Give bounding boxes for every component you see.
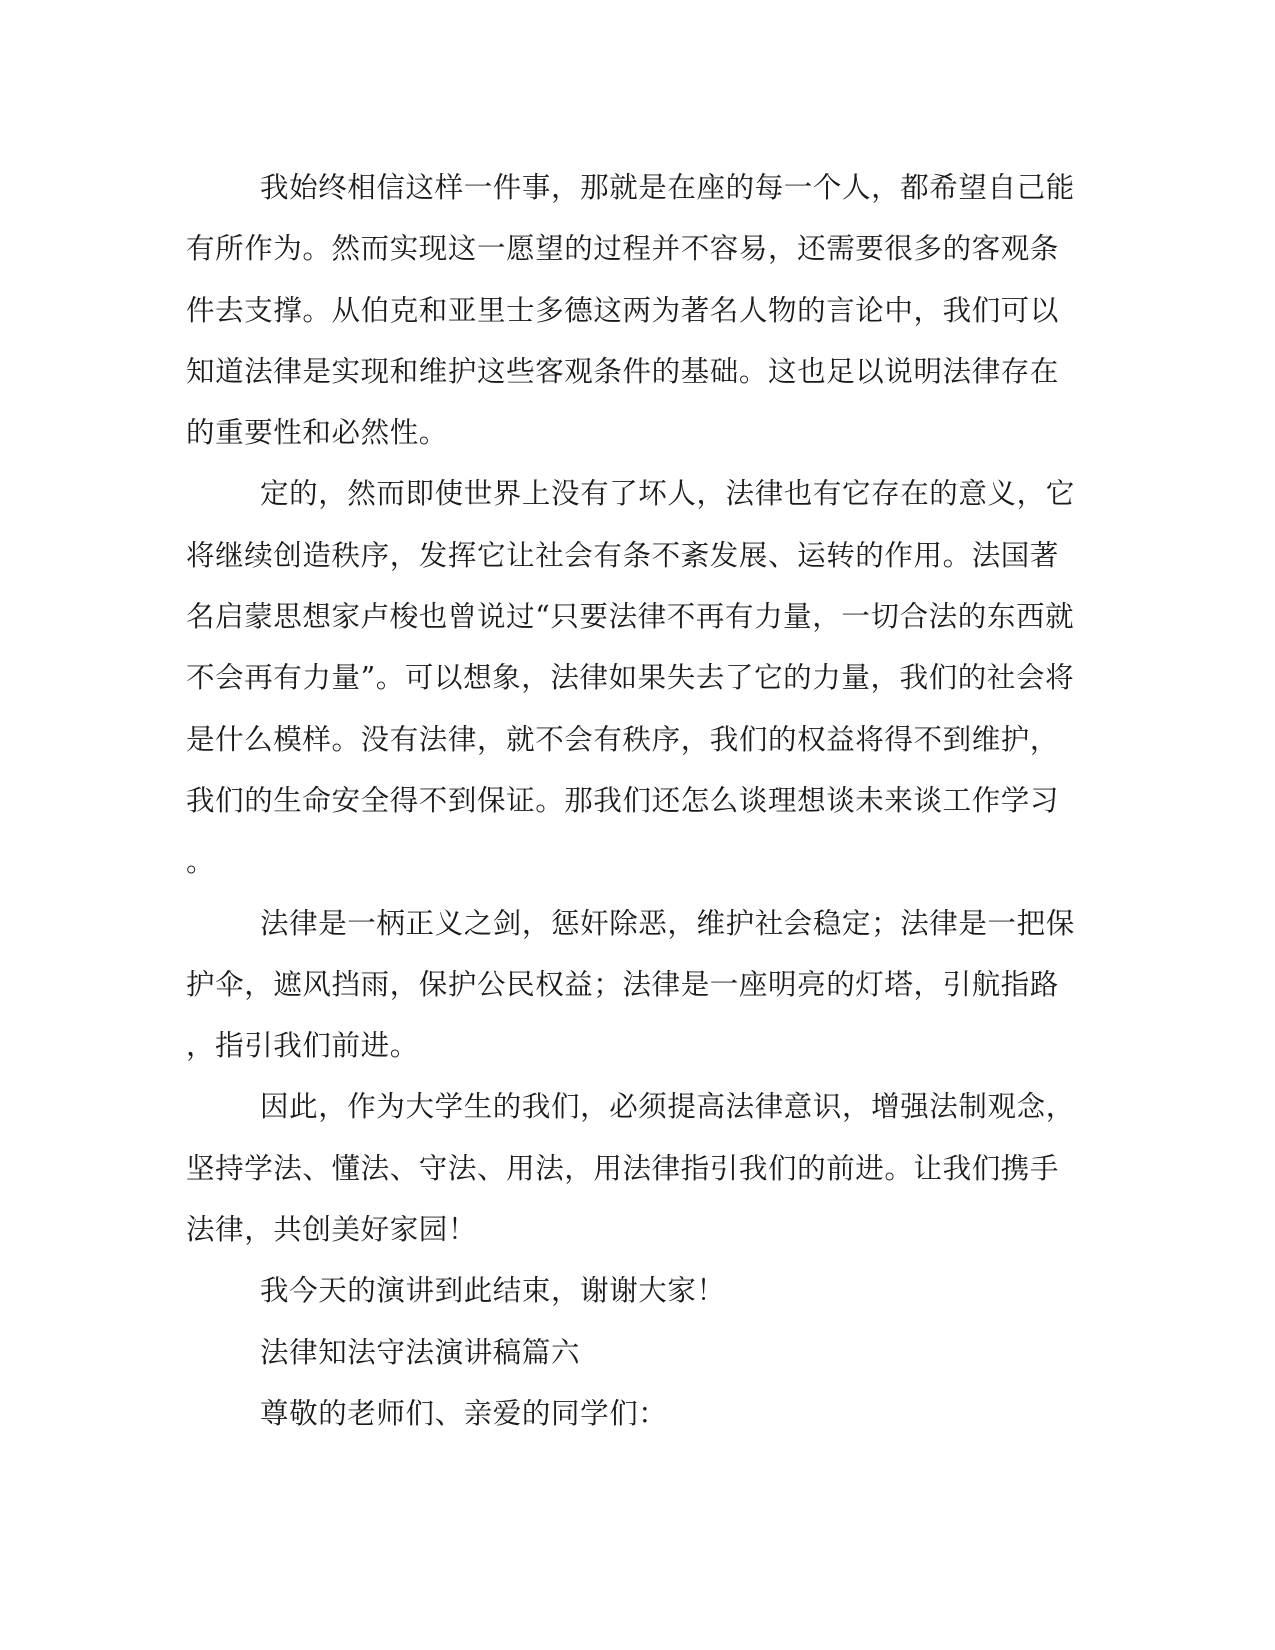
salutation (186, 1383, 1076, 1444)
text-line: 我们的生命安全得不到保证。那我们还怎么谈理想谈未来谈工作学习 (186, 783, 1060, 817)
text-line: 法律知法守法演讲稿篇六 (260, 1335, 581, 1369)
text-line: 知道法律是实现和维护这些客观条件的基础。这也足以说明法律存在 (186, 354, 1060, 388)
text-line: 名启蒙思想家卢梭也曾说过“只要法律不再有力量，一切合法的东西就 (186, 600, 1075, 634)
text-line: 的重要性和必然性。 (186, 416, 448, 450)
text-line: 我始终相信这样一件事，那就是在座的每一个人，都希望自己能 (260, 171, 1075, 204)
paragraph (186, 1076, 1076, 1260)
text-line: 是什么模样。没有法律，就不会有秩序，我们的权益将得不到维护， (186, 722, 1060, 756)
text-line: 我今天的演讲到此结束，谢谢大家！ (260, 1274, 726, 1308)
text-line: 尊敬的老师们、亲爱的同学们： (260, 1396, 668, 1430)
document-body (186, 157, 1076, 1444)
text-line: 坚持学法、懂法、守法、用法，用法律指引我们的前进。让我们携手 (186, 1151, 1060, 1185)
text-line: 件去支撑。从伯克和亚里士多德这两为著名人物的言论中，我们可以 (186, 293, 1060, 327)
paragraph (186, 893, 1076, 1077)
text-line: 定的，然而即使世界上没有了坏人，法律也有它存在的意义，它 (260, 477, 1075, 511)
text-line: ，指引我们前进。 (186, 1029, 419, 1063)
text-line: 将继续创造秩序，发挥它让社会有条不紊发展、运转的作用。法国著 (186, 538, 1060, 572)
paragraph (186, 157, 1076, 463)
text-line: 不会再有力量”。可以想象，法律如果失去了它的力量，我们的社会将 (186, 661, 1075, 695)
text-line: 法律是一柄正义之剑，惩奸除恶，维护社会稳定；法律是一把保 (260, 906, 1075, 940)
text-line: 护伞，遮风挡雨，保护公民权益；法律是一座明亮的灯塔，引航指路 (186, 967, 1060, 1001)
text-line: 因此，作为大学生的我们，必须提高法律意识，增强法制观念， (260, 1090, 1075, 1124)
text-line: 。 (186, 845, 216, 879)
section-heading (186, 1322, 1076, 1383)
paragraph (186, 463, 1076, 892)
text-line: 有所作为。然而实现这一愿望的过程并不容易，还需要很多的客观条 (186, 232, 1060, 266)
paragraph (186, 1260, 1076, 1321)
text-line: 法律，共创美好家园！ (186, 1213, 478, 1247)
